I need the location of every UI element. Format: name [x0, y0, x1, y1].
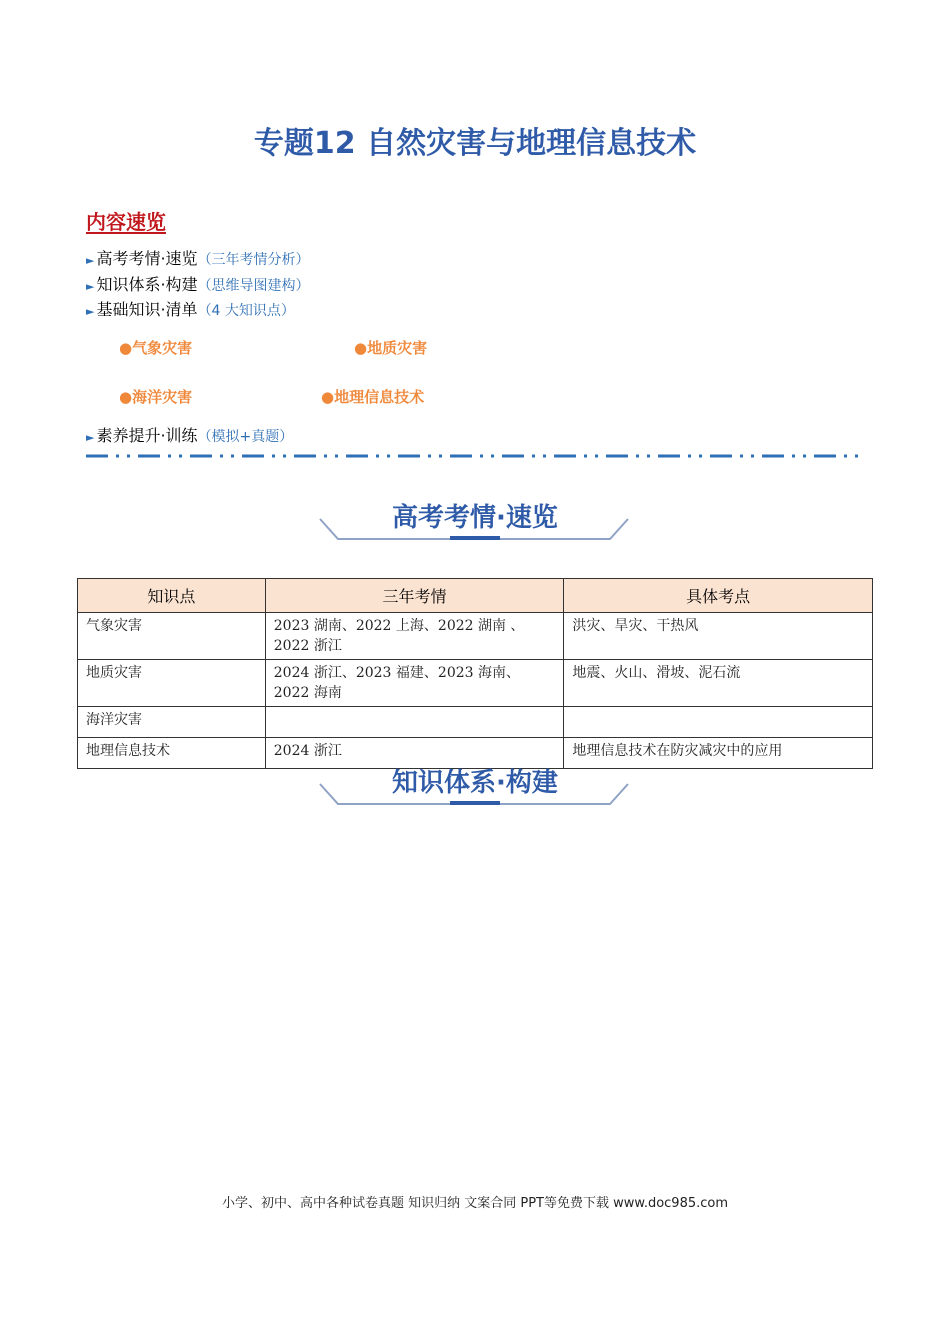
table-cell: 地质灾害 [78, 660, 266, 707]
table-cell: 海洋灾害 [78, 707, 266, 738]
toc-item-training [86, 423, 293, 446]
banner-knowledge-system: 知识体系·构建 [392, 768, 558, 798]
knowledge-point-ocean: ●海洋灾害 [119, 388, 193, 406]
knowledge-point-weather: ●气象灾害 [119, 339, 193, 357]
toc-note: （思维导图建构） [197, 278, 310, 294]
table-cell: 地震、火山、滑坡、泥石流 [564, 660, 873, 707]
arrow-icon: ► [86, 280, 95, 293]
toc-label: 素养提升·训练 [96, 426, 198, 445]
banner-exam-overview: 高考考情·速览 [392, 503, 558, 533]
page-footer: 小学、初中、高中各种试卷真题 知识归纳 文案合同 PPT等免费下载 www.doc985.com [221, 1196, 729, 1211]
toc-note: （4 大知识点） [197, 303, 295, 319]
toc-note: （三年考情分析） [197, 252, 310, 268]
table-cell: 洪灾、旱灾、干热风 [564, 613, 873, 660]
knowledge-point-gis: ●地理信息技术 [321, 388, 425, 406]
toc-label: 高考考情·速览 [96, 249, 198, 268]
knowledge-point-geology: ●地质灾害 [354, 339, 428, 357]
toc-item-exam-overview [86, 246, 310, 269]
table-header-cell: 知识点 [78, 579, 266, 613]
table-cell: 2023 湖南、2022 上海、2022 湖南 、2022 浙江 [265, 613, 564, 660]
table-row [78, 613, 873, 660]
toc-item-knowledge-system [86, 272, 310, 295]
toc-item-basic-knowledge [86, 297, 295, 320]
document-title: 专题12 自然灾害与地理信息技术 [253, 126, 697, 161]
table-cell [564, 707, 873, 738]
table-row [78, 707, 873, 738]
table-cell: 气象灾害 [78, 613, 266, 660]
table-cell [265, 707, 564, 738]
toc-label: 知识体系·构建 [96, 275, 198, 294]
overview-heading: 内容速览 [86, 210, 166, 234]
toc-label: 基础知识·清单 [96, 300, 198, 319]
table-header-cell: 具体考点 [564, 579, 873, 613]
table-cell: 地理信息技术 [78, 738, 266, 769]
dashed-divider [86, 452, 866, 460]
table-header-cell: 三年考情 [265, 579, 564, 613]
toc-note: （模拟+真题） [197, 429, 294, 445]
exam-table [77, 578, 873, 769]
arrow-icon: ► [86, 254, 95, 267]
arrow-icon: ► [86, 305, 95, 318]
table-cell: 2024 浙江 [265, 738, 564, 769]
table-cell: 地理信息技术在防灾减灾中的应用 [564, 738, 873, 769]
arrow-icon: ► [86, 431, 95, 444]
table-cell: 2024 浙江、2023 福建、2023 海南、2022 海南 [265, 660, 564, 707]
table-header-row [78, 579, 873, 613]
table-row [78, 660, 873, 707]
